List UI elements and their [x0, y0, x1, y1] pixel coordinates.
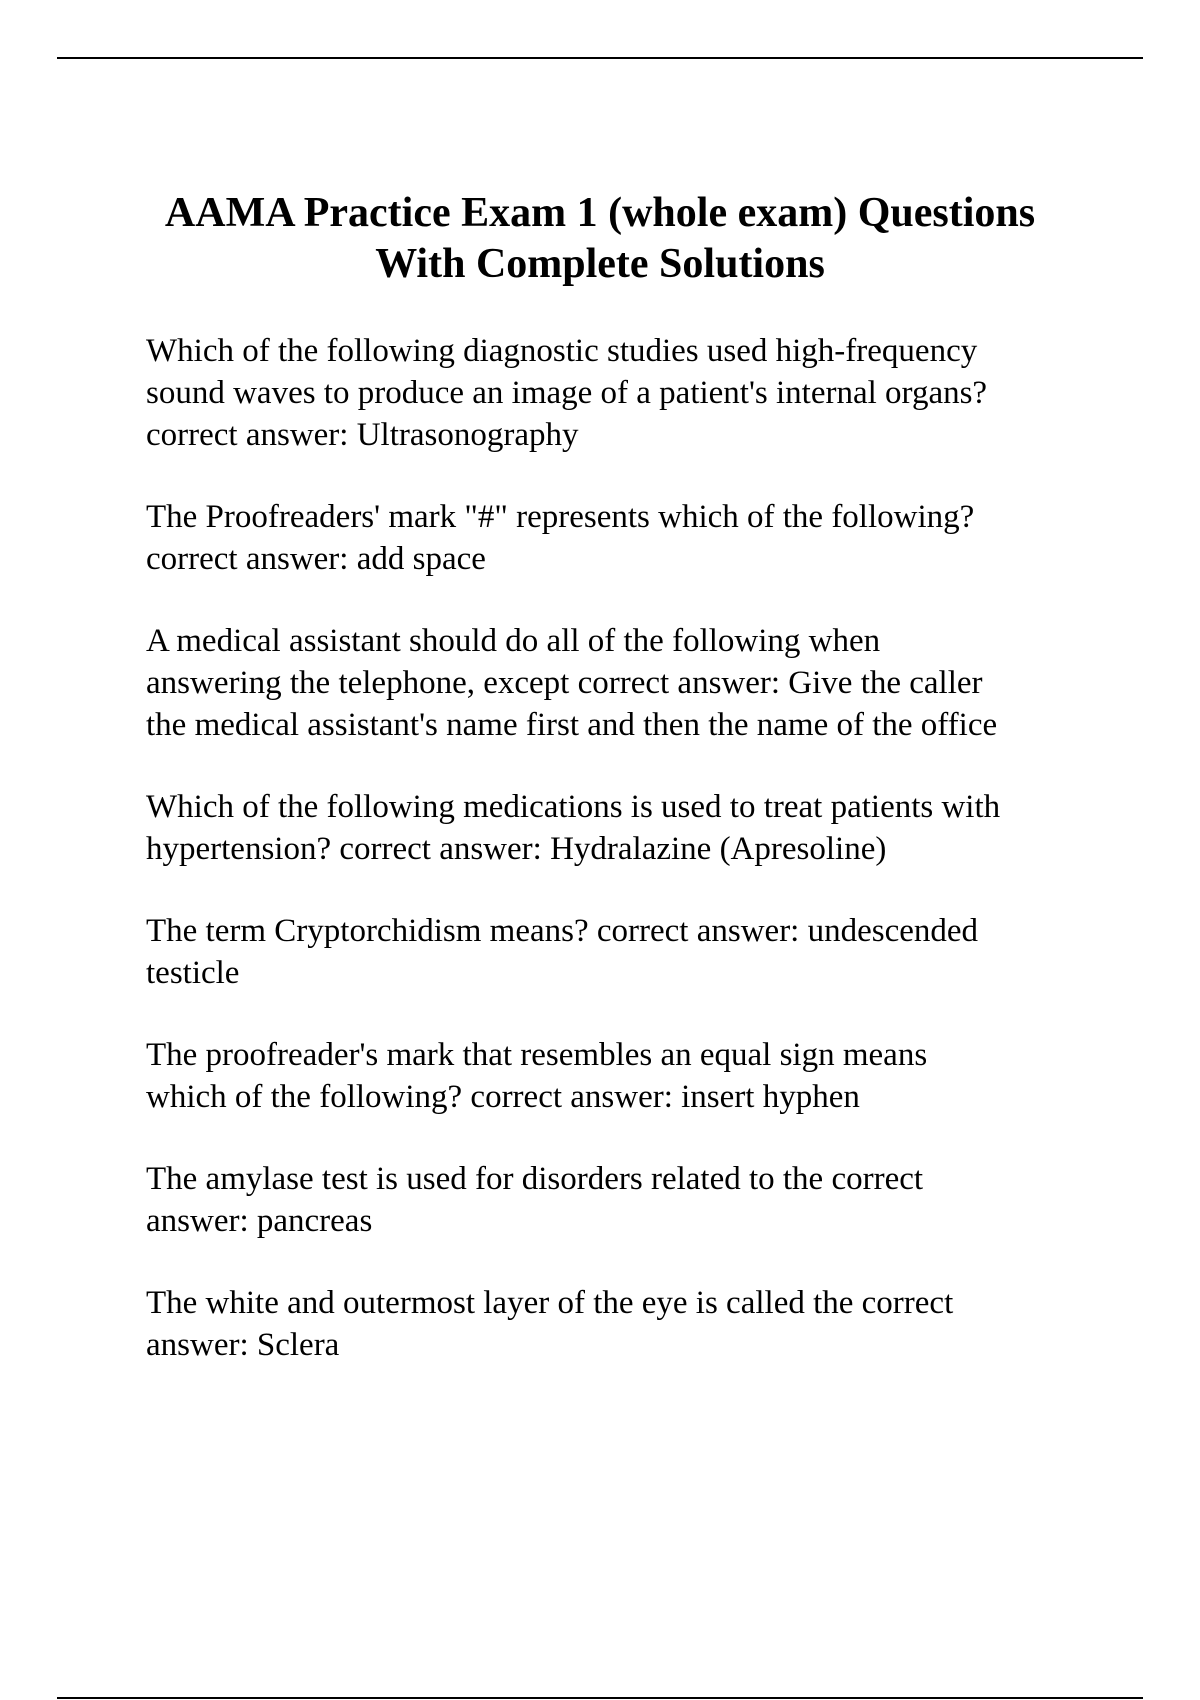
question-line: A medical assistant should do all of the following when	[146, 623, 881, 659]
question-item	[146, 1158, 1096, 1242]
title-line: AAMA Practice Exam 1 (whole exam) Questions	[164, 190, 1036, 236]
question-line: sound waves to produce an image of a patient's internal organs?	[146, 375, 988, 411]
question-item	[146, 496, 1096, 580]
question-item	[146, 620, 1096, 746]
answer-line: testicle	[146, 955, 240, 991]
question-item	[146, 1282, 1096, 1366]
answer-line: the medical assistant's name first and then the name of the office	[146, 707, 998, 743]
question-line: The amylase test is used for disorders related to the correct	[146, 1161, 924, 1197]
document-title	[100, 188, 1100, 290]
answer-line: answer: pancreas	[146, 1203, 373, 1239]
answer-line: answer: Sclera	[146, 1327, 340, 1363]
answer-line: correct answer: Ultrasonography	[146, 417, 579, 453]
answer-line: correct answer: add space	[146, 541, 486, 577]
header-rule	[57, 57, 1143, 59]
question-item	[146, 910, 1096, 994]
title-line: With Complete Solutions	[375, 241, 825, 287]
question-item	[146, 1034, 1096, 1118]
question-line: answering the telephone, except correct answer: Give the caller	[146, 665, 983, 701]
question-list	[146, 330, 1096, 1406]
answer-line: which of the following? correct answer: insert hyphen	[146, 1079, 860, 1115]
question-line: The Proofreaders' mark "#" represents which of the following?	[146, 499, 975, 535]
question-item	[146, 330, 1096, 456]
question-line: The term Cryptorchidism means? correct answer: undescended	[146, 913, 979, 949]
question-item	[146, 786, 1096, 870]
answer-line: hypertension? correct answer: Hydralazine (Apresoline)	[146, 831, 887, 867]
question-line: The proofreader's mark that resembles an equal sign means	[146, 1037, 928, 1073]
question-line: The white and outermost layer of the eye is called the correct	[146, 1285, 954, 1321]
footer-rule	[57, 1697, 1143, 1699]
question-line: Which of the following diagnostic studies used high-frequency	[146, 333, 978, 369]
question-line: Which of the following medications is used to treat patients with	[146, 789, 1001, 825]
